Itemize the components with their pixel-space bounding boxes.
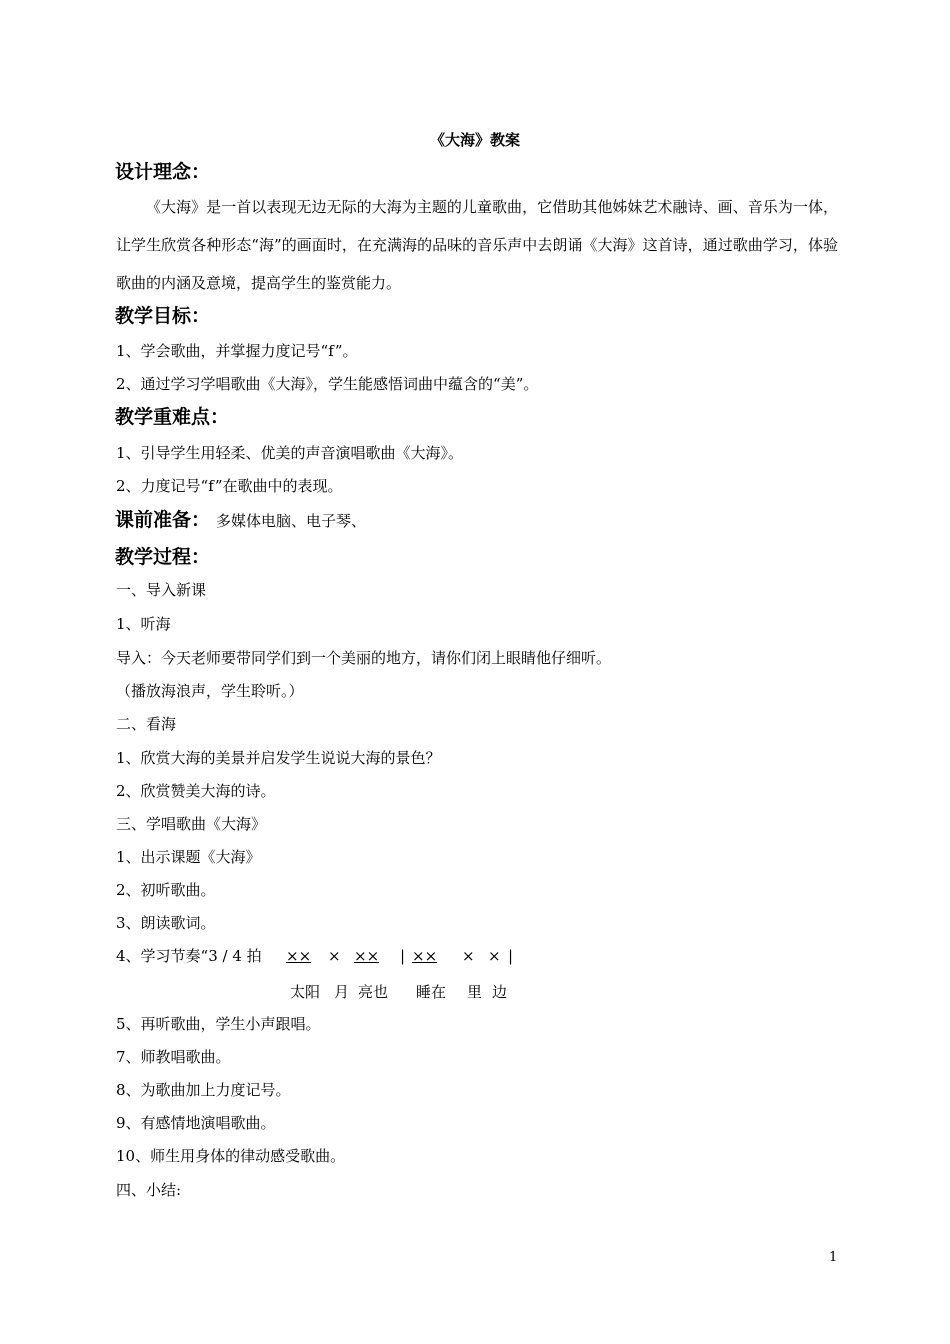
process-line: 9、有感情地演唱歌曲。 — [116, 1114, 276, 1132]
preparation-text: 多媒体电脑、电子琴、 — [216, 512, 367, 530]
rhythm-note: ×× — [354, 947, 380, 965]
process-line: 10、师生用身体的律动感受歌曲。 — [116, 1147, 346, 1165]
process-line: 3、朗读歌词。 — [116, 914, 216, 932]
rhythm-barline: | — [400, 947, 406, 965]
rhythm-note: × — [488, 947, 501, 965]
lyric-word: 月 — [334, 983, 350, 1001]
rhythm-note: × — [462, 947, 475, 965]
keypoint-item: 2、力度记号“f”在歌曲中的表现。 — [116, 477, 343, 495]
rhythm-note: ×× — [412, 947, 438, 965]
preparation-label: 课前准备： — [115, 509, 211, 531]
lyric-word: 里 — [467, 983, 483, 1001]
process-line: 四、小结: — [116, 1181, 182, 1199]
process-line: 2、初听歌曲。 — [116, 881, 216, 899]
lyric-word: 亮也 — [358, 983, 389, 1001]
heading-key-points: 教学重难点： — [115, 406, 230, 428]
process-line: 2、欣赏赞美大海的诗。 — [116, 782, 276, 800]
rhythm-barline: | — [508, 947, 514, 965]
heading-teaching-goals: 教学目标： — [115, 305, 211, 327]
process-line: 5、再听歌曲，学生小声跟唱。 — [116, 1015, 321, 1033]
heading-design-concept: 设计理念： — [115, 161, 211, 183]
design-concept-paragraph: 《大海》是一首以表现无边无际的大海为主题的儿童歌曲，它借助其他姊妹艺术融诗、画、音乐为一体，让学生欣赏各种形态“海”的画面时，在充满海的品味的音乐声中去朗诵《大海》这首诗，通过歌曲学习，体验歌曲的内涵及意境，提高学生的鉴赏能力。 — [116, 198, 838, 292]
process-line: 三、学唱歌曲《大海》 — [116, 815, 267, 833]
goal-item: 2、通过学习学唱歌曲《大海》，学生能感悟词曲中蕴含的“美”。 — [116, 375, 539, 393]
process-line: 7、师教唱歌曲。 — [116, 1048, 231, 1066]
rhythm-line — [116, 946, 514, 966]
goal-item: 1、学会歌曲，并掌握力度记号“f”。 — [116, 342, 358, 360]
document-title: 《大海》教案 — [429, 131, 520, 149]
rhythm-prefix: 4、学习节奏“3 / 4 拍 — [116, 947, 262, 965]
keypoint-item: 1、引导学生用轻柔、优美的声音演唱歌曲《大海》。 — [116, 444, 464, 462]
lyric-word: 边 — [492, 983, 508, 1001]
process-line: 二、看海 — [116, 715, 177, 733]
process-line: 导入：今天老师要带同学们到一个美丽的地方，请你们闭上眼睛他仔细听。 — [116, 649, 612, 667]
page-number: 1 — [829, 1250, 838, 1265]
process-line: 1、欣赏大海的美景并启发学生说说大海的景色？ — [116, 749, 441, 767]
process-line: 1、出示课题《大海》 — [116, 848, 261, 866]
process-line: （播放海浪声，学生聆听。） — [116, 682, 304, 700]
process-line: 8、为歌曲加上力度记号。 — [116, 1081, 291, 1099]
process-line: 一、导入新课 — [116, 581, 207, 599]
rhythm-note: × — [328, 947, 341, 965]
rhythm-note: ×× — [286, 947, 312, 965]
heading-teaching-process: 教学过程： — [115, 546, 211, 568]
heading-preparation — [115, 508, 366, 533]
lyric-word: 睡在 — [416, 983, 447, 1001]
process-line: 1、听海 — [116, 615, 171, 633]
lyric-word: 太阳 — [290, 983, 321, 1001]
